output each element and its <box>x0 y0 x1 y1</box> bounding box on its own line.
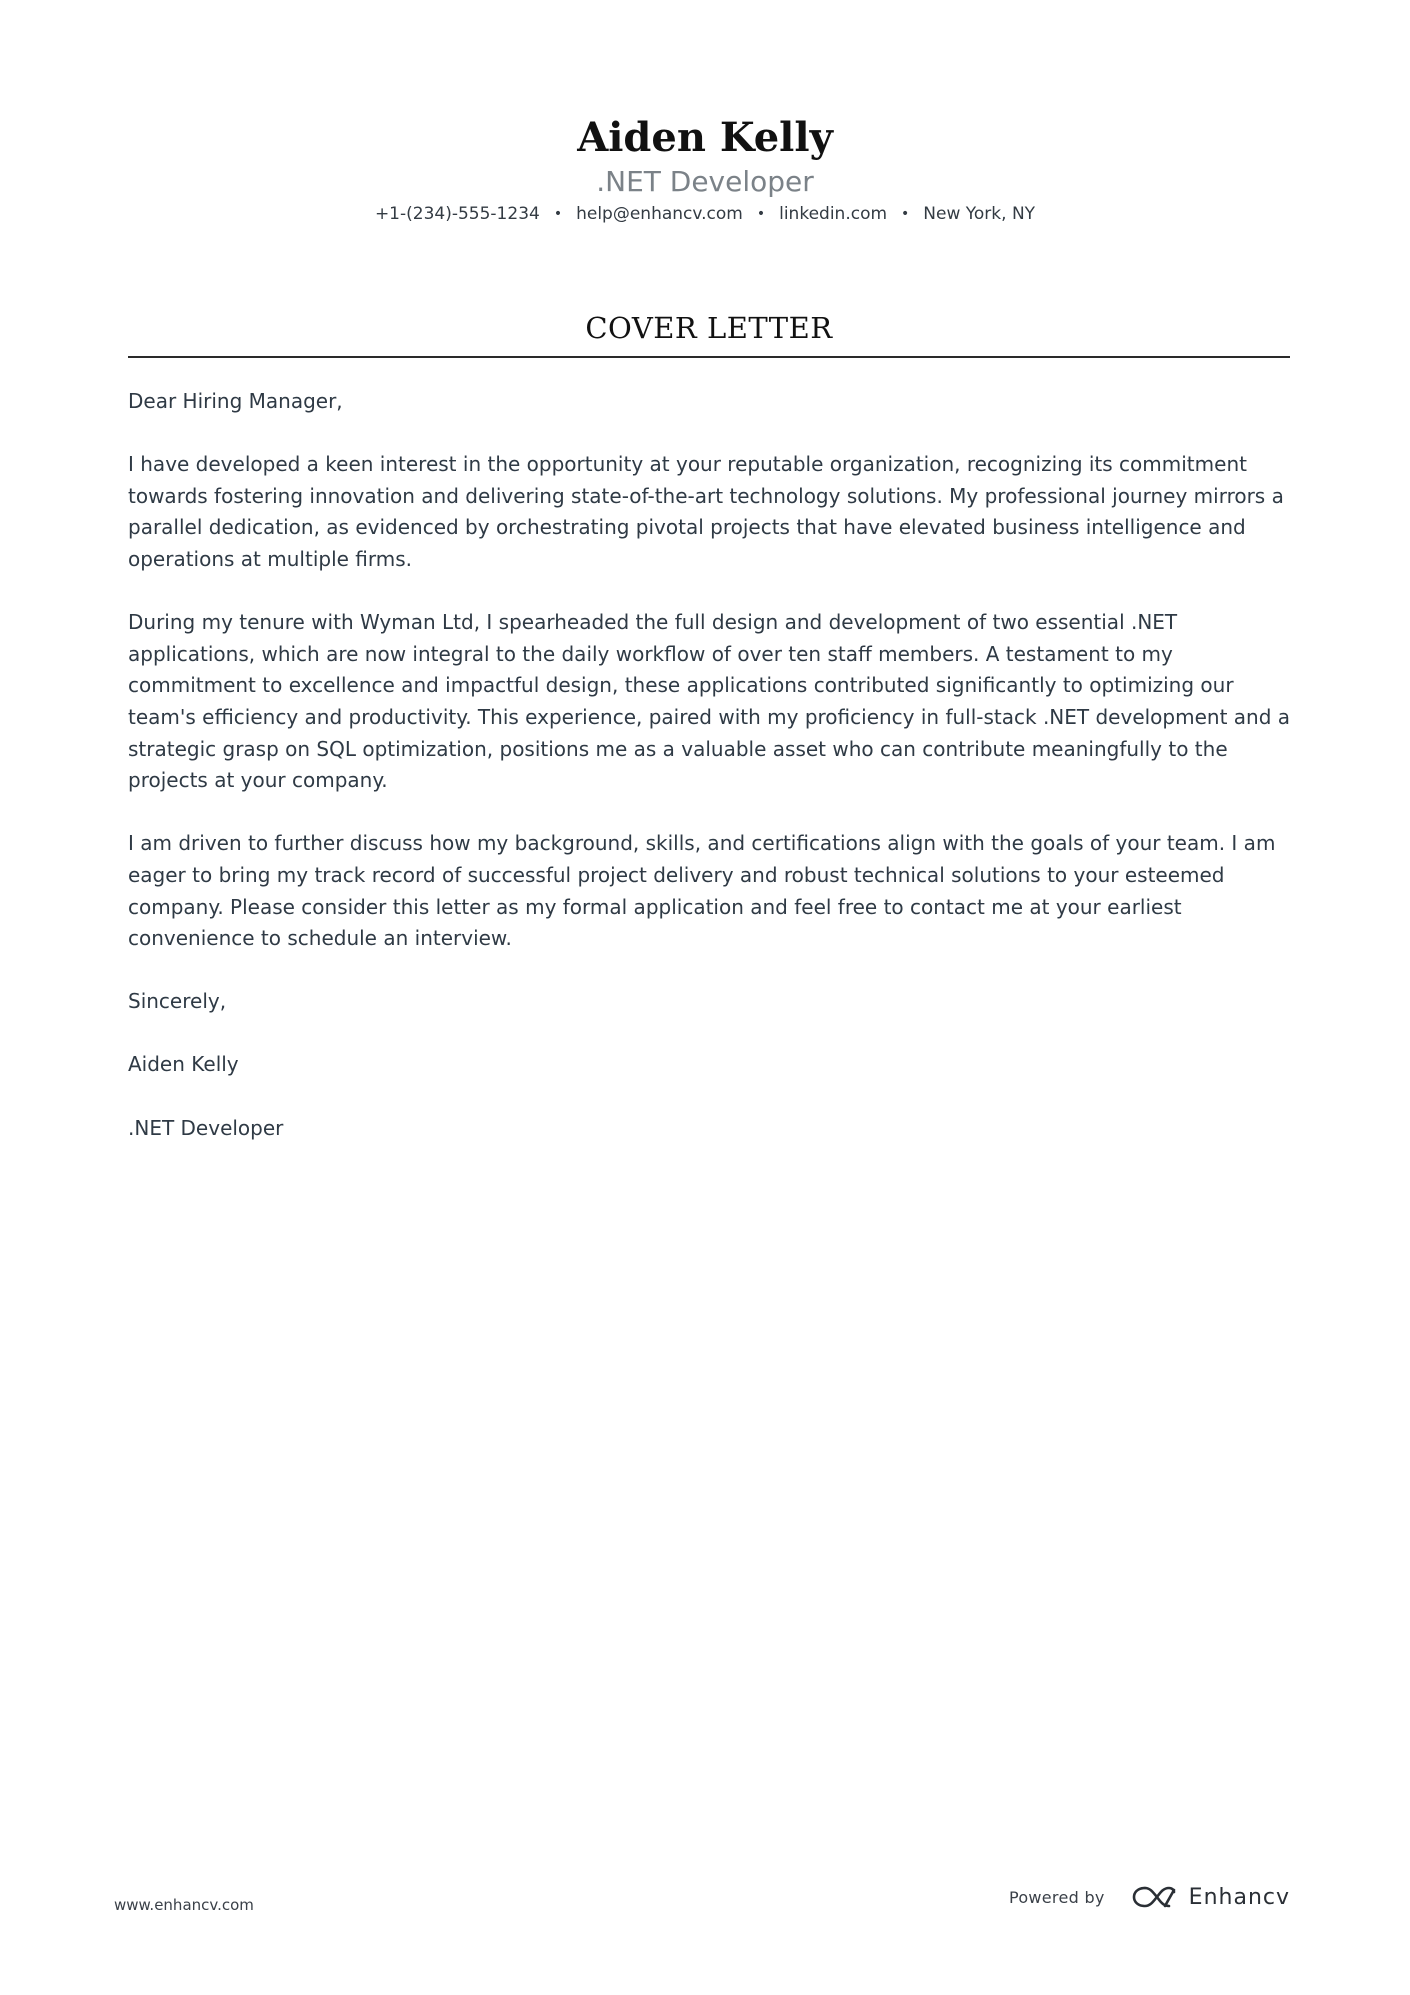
section-title: COVER LETTER <box>585 311 833 345</box>
signature-title: .NET Developer <box>128 1115 284 1140</box>
closing: Sincerely, <box>128 989 227 1014</box>
footer-website: www.enhancv.com <box>114 1896 254 1914</box>
enhancv-logo-icon <box>1131 1884 1177 1910</box>
contact-linkedin: linkedin.com <box>779 204 888 224</box>
separator-dot: • <box>901 206 910 222</box>
contact-email: help@enhancv.com <box>576 204 743 224</box>
footer-branding <box>1009 1884 1290 1910</box>
signature-name: Aiden Kelly <box>128 1052 239 1077</box>
powered-by-label: Powered by <box>1008 1887 1105 1907</box>
letter-body <box>128 386 1290 1176</box>
contact-location: New York, NY <box>923 204 1036 224</box>
paragraph: I am driven to further discuss how my background, skills, and certifications align with the goals of your team. I am eager to bring my track record of successful project delivery and robust technical solutions to your esteemed company. Please consider this letter as my formal application and feel free to contact me at your earliest convenience to schedule an interview. <box>128 831 1276 951</box>
header <box>0 112 1410 226</box>
separator-dot: • <box>553 206 563 222</box>
section-divider <box>128 356 1290 358</box>
paragraph: During my tenure with Wyman Ltd, I spearheaded the full design and development of two essential .NET applications, which are now integral to the daily workflow of over ten staff members. A testament to my commitment to excellence and impactful design, these applications contributed significantly to optimizing our team's efficiency and productivity. This experience, paired with my proficiency in full-stack .NET development and a strategic grasp on SQL optimization, positions me as a valuable asset who can contribute meaningfully to the projects at your company. <box>128 610 1291 793</box>
brand-name: Enhancv <box>1188 1884 1290 1910</box>
salutation: Dear Hiring Manager, <box>128 389 343 413</box>
paragraph: I have developed a keen interest in the opportunity at your reputable organization, recognizing its commitment towards fostering innovation and delivering state-of-the-art technology solutions. My professional journey mirrors a parallel dedication, as evidenced by orchestrating pivotal projects that have elevated business intelligence and operations at multiple firms. <box>128 452 1284 571</box>
applicant-name: Aiden Kelly <box>577 114 833 161</box>
separator-dot: • <box>756 206 766 222</box>
contact-line <box>0 202 1410 226</box>
applicant-title: .NET Developer <box>596 165 814 198</box>
contact-phone: +1-(234)-555-1234 <box>374 204 540 224</box>
